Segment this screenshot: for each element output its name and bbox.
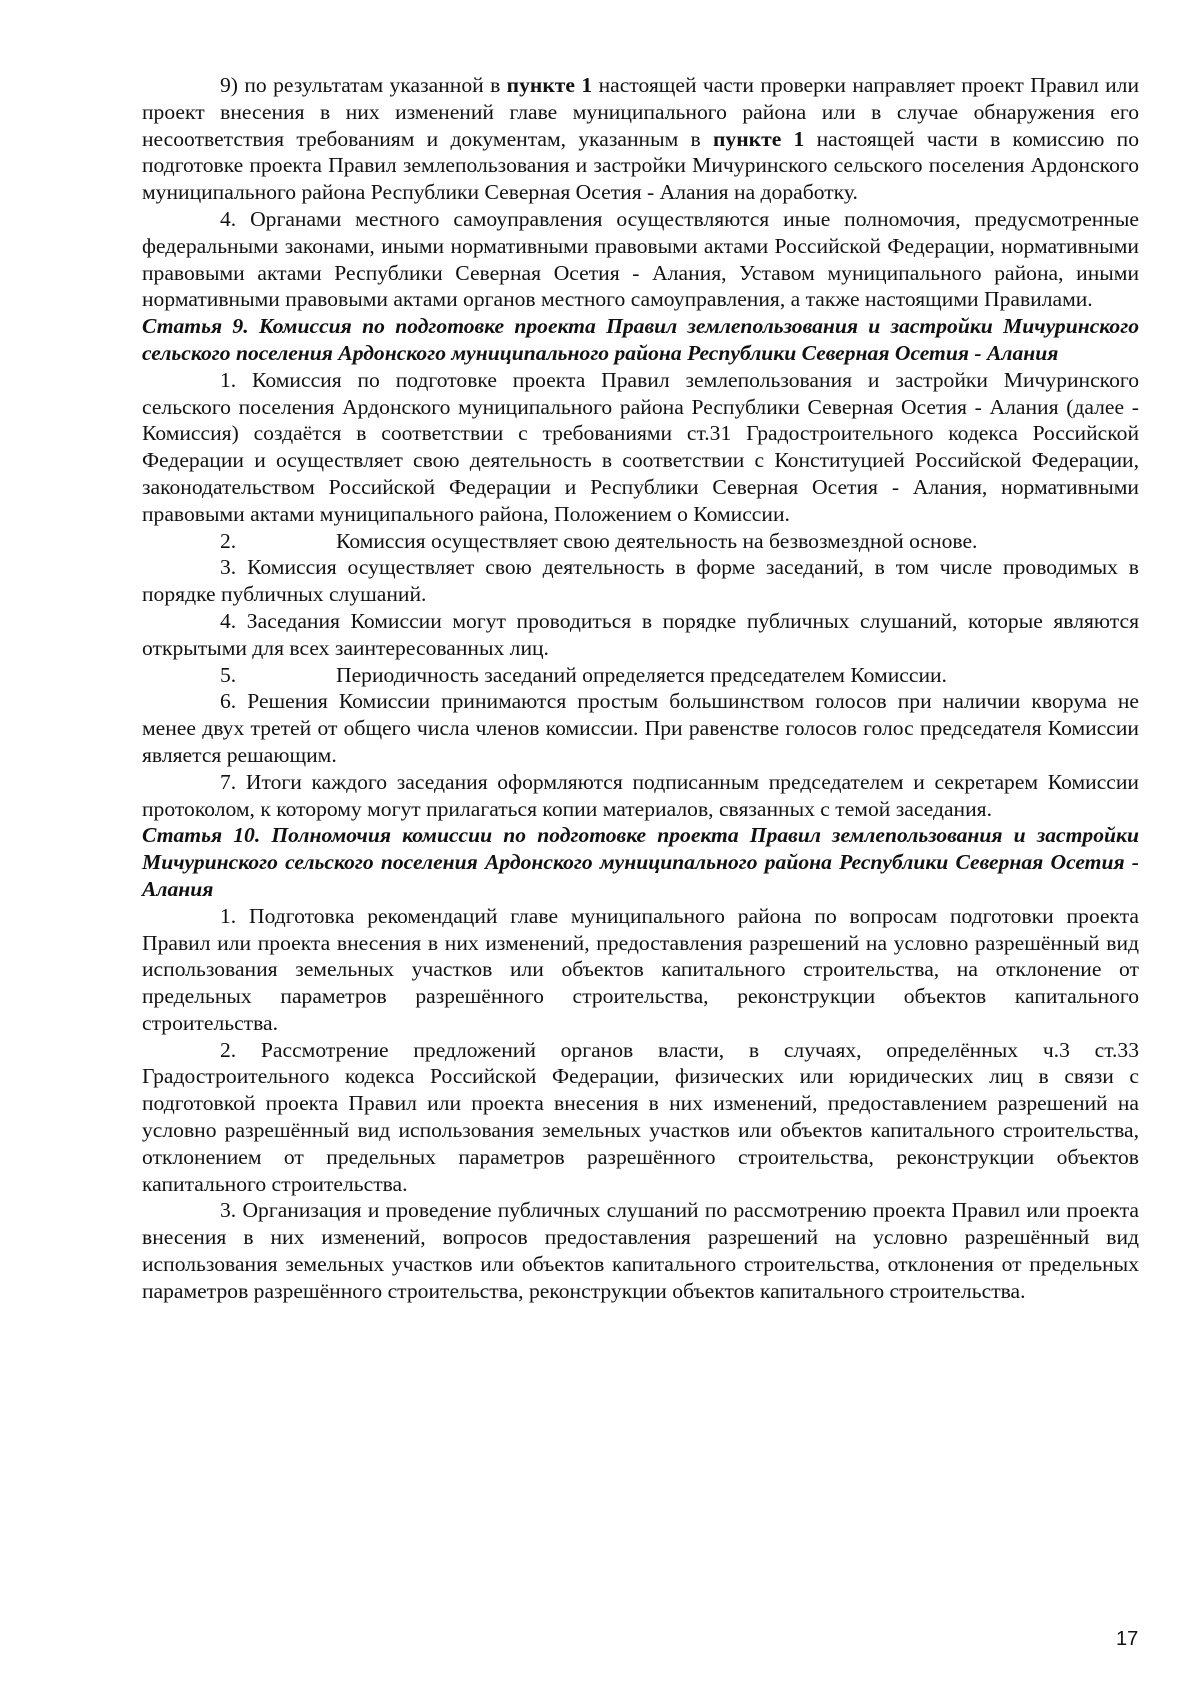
article-10-item-1: 1. Подготовка рекомендаций главе муниципального района по вопросам подготовки проекта Правил или проекта внесения в них изменений, предоставления разрешений на условно разрешённый вид использования земельных участков или объектов капитального строительства, на отклонение от предельных параметров разрешённого строительства, реконструкции объектов капитального строительства. bbox=[142, 903, 1139, 1035]
text-run: настоящей части проверки направляет проект Правил или проект внесения в них изменений главе муниципального района или в случае обнаружения его несоответствия требованиям и документам, указанным в bbox=[142, 73, 1140, 151]
document-page bbox=[142, 72, 1139, 1305]
article-9-item-2 bbox=[142, 528, 1139, 555]
article-10-item-3: 3. Организация и проведение публичных слушаний по рассмотрению проекта Правил или проекта внесения в них изменений, вопросов предоставления разрешений на условно разрешённый вид использования земельных участков или объектов капитального строительства, отклонения от предельных параметров разрешённого строительства, реконструкции объектов капитального строительства. bbox=[142, 1198, 1139, 1303]
article-9-item-1: 1. Комиссия по подготовке проекта Правил землепользования и застройки Мичуринского сельского поселения Ардонского муниципального района Республики Северная Осетия - Алания (далее - Комиссия) создаётся в соответствии с требованиями ст.31 Градостроительного кодекса Российской Федерации и осуществляет свою деятельность в соответствии с Конституцией Российской Федерации, законодательством Российской Федерации и Республики Северная Осетия - Алания, нормативными правовыми актами муниципального района, Положением о Комиссии. bbox=[142, 367, 1139, 526]
text-run: настоящей части в комиссию по подготовке проекта Правил землепользования и застройки Мичуринского сельского поселения Ардонского муниципального района Республики Северная Осетия - Алания на доработку. bbox=[142, 126, 1140, 205]
article-9-item-5 bbox=[142, 662, 1139, 689]
paragraph-item-9 bbox=[142, 72, 1139, 206]
article-10-item-2: 2. Рассмотрение предложений органов власти, в случаях, определённых ч.3 ст.33 Градостроительного кодекса Российской Федерации, физических или юридических лиц в связи с подготовкой проекта Правил или проекта внесения в них изменений, предоставлением разрешений на условно разрешённый вид использования земельных участков или объектов капитального строительства, отклонением от предельных параметров разрешённого строительства, реконструкции объектов капитального строительства. bbox=[142, 1037, 1139, 1196]
item-text: Периодичность заседаний определяется председателем Комиссии. bbox=[336, 662, 947, 687]
article-9-item-6: 6. Решения Комиссии принимаются простым большинством голосов при наличии кворума не менее двух третей от общего числа членов комиссии. При равенстве голосов голос председателя Комиссии является решающим. bbox=[142, 689, 1139, 767]
article-9-heading: Статья 9. Комиссия по подготовке проекта Правил землепользования и застройки Мичуринского сельского поселения Ардонского муниципального района Республики Северная Осетия - Алания bbox=[142, 314, 1139, 365]
bold-reference: пункте 1 bbox=[712, 126, 805, 151]
article-9-item-7: 7. Итоги каждого заседания оформляются подписанным председателем и секретарем Комиссии протоколом, к которому могут прилагаться копии материалов, связанных с темой заседания. bbox=[142, 769, 1139, 821]
text-run: 9) по результатам указанной в bbox=[220, 73, 507, 97]
item-number: 5. bbox=[220, 662, 237, 687]
paragraph-clause-4: 4. Органами местного самоуправления осуществляются иные полномочия, предусмотренные федеральными законами, иными нормативными правовыми актами Российской Федерации, нормативными правовыми актами Республики Северная Осетия - Алания, Уставом муниципального района, иными нормативными правовыми актами органов местного самоуправления, а также настоящими Правилами. bbox=[142, 206, 1139, 312]
bold-reference: пункте 1 bbox=[506, 73, 593, 97]
item-number: 2. bbox=[220, 528, 237, 553]
article-9-item-4: 4. Заседания Комиссии могут проводиться в порядке публичных слушаний, которые являются открытыми для всех заинтересованных лиц. bbox=[142, 608, 1139, 660]
article-9-item-3: 3. Комиссия осуществляет свою деятельность в форме заседаний, в том числе проводимых в порядке публичных слушаний. bbox=[142, 555, 1139, 607]
page-number: 17 bbox=[1116, 1628, 1139, 1650]
item-text: Комиссия осуществляет свою деятельность на безвозмездной основе. bbox=[336, 528, 978, 553]
article-10-heading: Статья 10. Полномочия комиссии по подготовке проекта Правил землепользования и застройки Мичуринского сельского поселения Ардонского муниципального района Республики Северная Осетия - Алания bbox=[142, 823, 1139, 901]
